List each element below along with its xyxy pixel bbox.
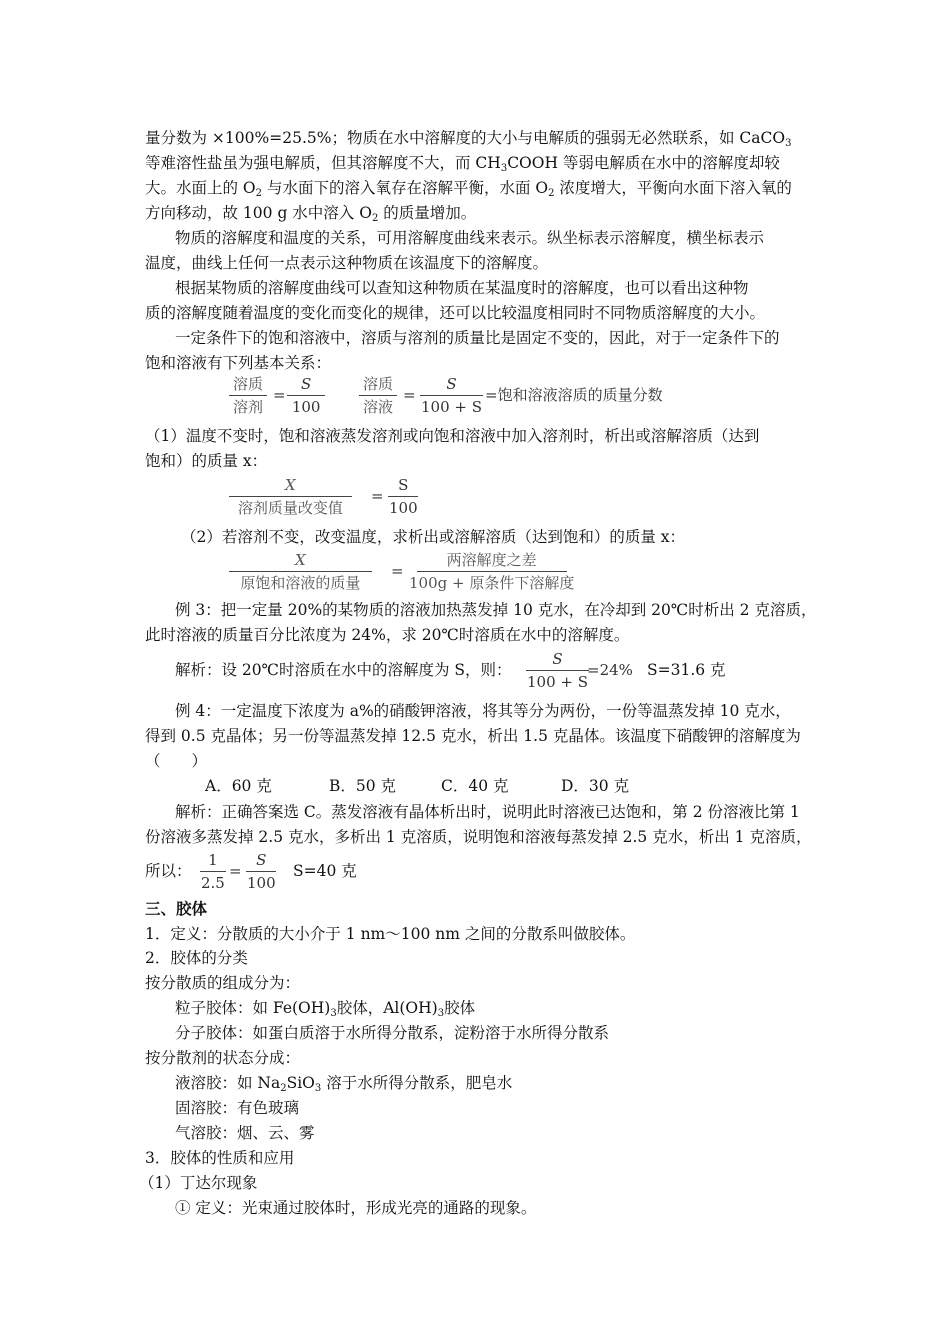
fraction-x-original-solution: X 原饱和溶液的质量 bbox=[229, 551, 372, 592]
solution-answer: S=40 克 bbox=[293, 862, 357, 880]
paragraph-line: 等难溶性盐虽为强电解质，但其溶解度不大，而 $CH_3COOH$ 等弱电解质在水中的溶解度却较 bbox=[145, 154, 780, 174]
equals-sign: = bbox=[273, 386, 286, 404]
paragraph-line: 根据某物质的溶解度曲线可以查知这种物质在某温度时的溶解度，也可以看出这种物 bbox=[175, 279, 749, 297]
example-line: 例 4：一定温度下浓度为 a%的硝酸钾溶液，将其等分为两份，一份等温蒸发掉 10 克水， bbox=[175, 702, 791, 720]
section-line: 按分散质的组成分为： bbox=[145, 974, 301, 992]
equals-sign: = bbox=[229, 862, 242, 880]
section-line: 固溶胶：有色玻璃 bbox=[175, 1099, 300, 1117]
paragraph-line: 物质的溶解度和温度的关系，可用溶解度曲线来表示。纵坐标表示溶解度，横坐标表示 bbox=[175, 229, 765, 247]
solution-line: 所以： bbox=[145, 862, 192, 880]
example-line: 例 3：把一定量 20%的某物质的溶液加热蒸发掉 10 克水，在冷却到 20℃时析出 2 克溶质， bbox=[175, 601, 817, 619]
paragraph-line: 质的溶解度随着温度的变化而变化的规律，还可以比较温度相同时不同物质溶解度的大小。 bbox=[145, 304, 766, 322]
option-b: B．50 克 bbox=[329, 777, 397, 795]
section-line: 1．定义：分散质的大小介于 1 nm～100 nm 之间的分散系叫做胶体。 bbox=[145, 925, 636, 943]
example-line: 得到 0.5 克晶体；另一份等温蒸发掉 12.5 克水，析出 1.5 克晶体。该温度下硝酸钾的溶解度为 bbox=[145, 727, 801, 745]
section-line: （1）丁达尔现象 bbox=[139, 1174, 258, 1192]
fraction-s-100: $\frac{S}{100}$ bbox=[287, 375, 325, 416]
paragraph-line: 方向移动，故 100 g 水中溶入 $O_2$ 的质量增加。 bbox=[145, 204, 477, 224]
option-a: A．60 克 bbox=[205, 777, 272, 795]
section-line: 粒子胶体：如 $Fe(OH)_3$胶体，$Al(OH)_3$胶体 bbox=[175, 999, 476, 1019]
section-line: 2．胶体的分类 bbox=[145, 949, 248, 967]
fraction-x-solvent-change: X 溶剂质量改变值 bbox=[229, 476, 352, 517]
fraction-solute-solvent: 溶质 溶剂 bbox=[229, 375, 267, 416]
paragraph-line: 大。水面上的 $O_2$ 与水面下的溶入氧存在溶解平衡，水面 $O_2$ 浓度增大，平衡向水面下溶入氧的 bbox=[145, 179, 792, 199]
paragraph-line: 一定条件下的饱和溶液中，溶质与溶剂的质量比是固定不变的，因此，对于一定条件下的 bbox=[175, 329, 780, 347]
option-d: D．30 克 bbox=[561, 777, 630, 795]
section-line: 按分散剂的状态分成： bbox=[145, 1049, 301, 1067]
solution-line: 解析：设 20℃时溶质在水中的溶解度为 S，则： bbox=[175, 661, 512, 679]
fraction-s-100: $\frac{S}{100}$ bbox=[389, 476, 418, 517]
equals-sign: = bbox=[371, 487, 384, 505]
fraction-1-2-5: $\frac{1}{2.5}$ bbox=[201, 851, 225, 892]
paragraph-line: 量分数为 ×100%=25.5%；物质在水中溶解度的大小与电解质的强弱无必然联系，如 CaCO$_3$ bbox=[145, 129, 792, 149]
formula-tail: =饱和溶液溶质的质量分数 bbox=[485, 386, 663, 404]
option-c: C．40 克 bbox=[441, 777, 509, 795]
fraction-solute-solution: 溶质 溶液 bbox=[359, 375, 397, 416]
example-line: （ ） bbox=[145, 752, 208, 770]
solution-line: 份溶液多蒸发掉 2.5 克水，多析出 1 克溶质，说明饱和溶液每蒸发掉 2.5 克水，析出 1 克溶质， bbox=[145, 828, 812, 846]
paragraph-line: 饱和溶液有下列基本关系： bbox=[145, 354, 332, 372]
section-line: 3．胶体的性质和应用 bbox=[145, 1149, 295, 1167]
equals-sign: = bbox=[391, 562, 404, 580]
paragraph-line: （1）温度不变时，饱和溶液蒸发溶剂或向饱和溶液中加入溶剂时，析出或溶解溶质（达到 bbox=[145, 427, 760, 445]
fraction-s-100-plus-s: $\frac{S}{100 + S}$ bbox=[421, 375, 483, 416]
solution-line: 解析：正确答案选 C。蒸发溶液有晶体析出时，说明此时溶液已达饱和，第 2 份溶液比第 1 bbox=[175, 803, 800, 821]
section-line: 分子胶体：如蛋白质溶于水所得分散系，淀粉溶于水所得分散系 bbox=[175, 1024, 610, 1042]
section-line: ① 定义：光束通过胶体时，形成光亮的通路的现象。 bbox=[175, 1199, 537, 1217]
equals-sign: = bbox=[403, 386, 416, 404]
paragraph-line: 饱和）的质量 x： bbox=[145, 452, 268, 470]
fraction-solubility-difference: 两溶解度之差 100g + 原条件下溶解度 bbox=[409, 551, 575, 592]
solution-answer: S=31.6 克 bbox=[647, 661, 726, 679]
section-line: 液溶胶：如 $Na_2SiO_3$ 溶于水所得分散系，肥皂水 bbox=[175, 1074, 513, 1094]
paragraph-line: 温度，曲线上任何一点表示这种物质在该温度下的溶解度。 bbox=[145, 254, 549, 272]
fraction-s-100: $\frac{S}{100}$ bbox=[247, 851, 276, 892]
paragraph-line: （2）若溶剂不变，改变温度，求析出或溶解溶质（达到饱和）的质量 x： bbox=[181, 528, 686, 546]
fraction-s-100-plus-s: $\frac{S}{100 + S}$ bbox=[527, 650, 589, 691]
section-line: 气溶胶：烟、云、雾 bbox=[175, 1124, 315, 1142]
formula-result: =24% bbox=[587, 661, 633, 679]
section-heading: 三、胶体 bbox=[145, 900, 208, 918]
example-line: 此时溶液的质量百分比浓度为 24%，求 20℃时溶质在水中的溶解度。 bbox=[145, 626, 630, 644]
